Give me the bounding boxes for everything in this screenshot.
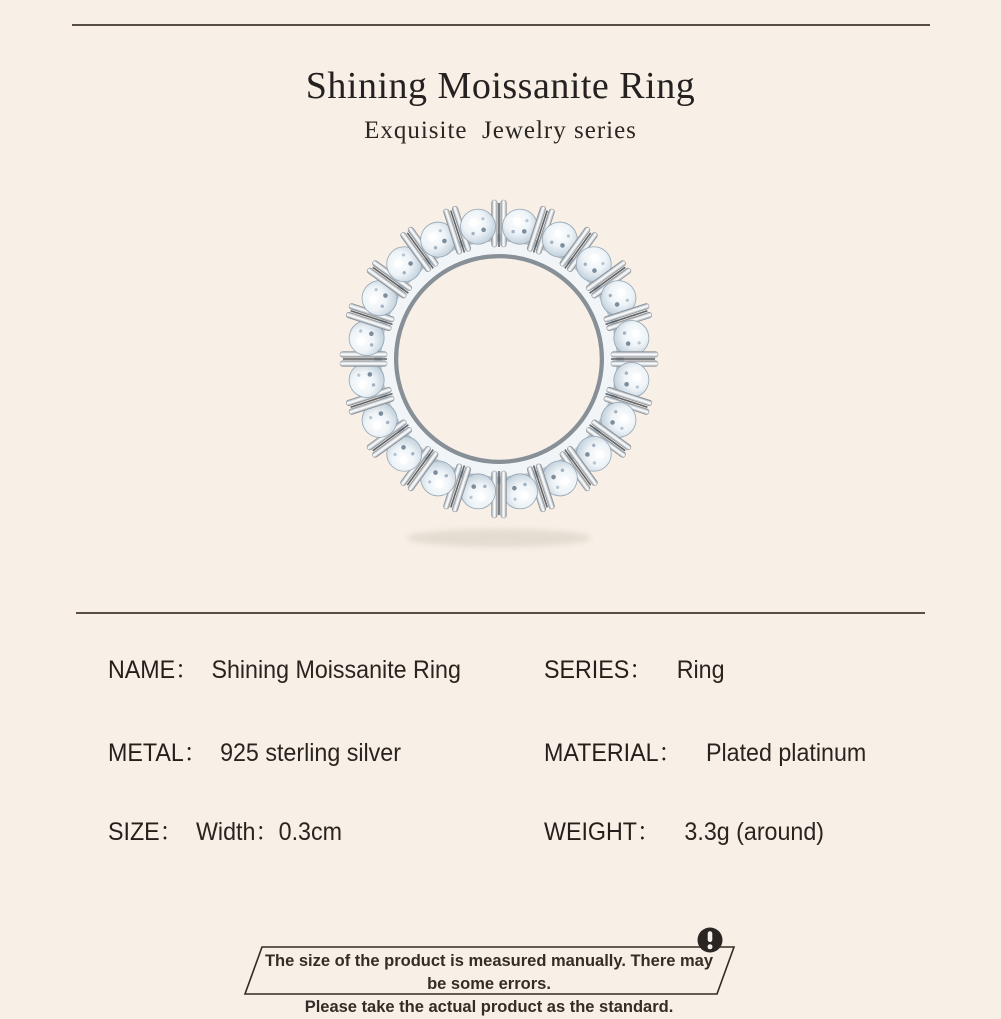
page-title: Shining Moissanite Ring (305, 65, 696, 107)
spec-label-series: SERIES： (544, 656, 653, 684)
product-photo (329, 189, 669, 559)
spec-cell-material (544, 733, 866, 769)
spec-divider-line (76, 612, 925, 614)
spec-cell-size (108, 812, 342, 848)
top-divider-line (72, 24, 930, 26)
spec-label-weight: WEIGHT： (544, 818, 661, 846)
spec-row-name-series (0, 650, 1001, 684)
ring-band (340, 200, 658, 518)
page-subtitle: Exquisite Jewelry series (364, 117, 637, 144)
spec-row-metal-material (0, 733, 1001, 767)
disclaimer-line-2: Please take the actual product as the standard. (304, 998, 674, 1016)
spec-value-metal: 925 sterling silver (220, 739, 401, 767)
spec-label-name: NAME： (108, 656, 199, 684)
moissanite-ring-photo (329, 189, 669, 559)
spec-cell-weight (544, 812, 824, 848)
disclaimer-text (254, 950, 724, 1019)
spec-value-series: Ring (676, 656, 725, 684)
spec-label-size: SIZE： (108, 818, 183, 846)
spec-label-material: MATERIAL： (544, 739, 682, 767)
spec-value-material: Plated platinum (705, 739, 867, 767)
spec-row-size-weight (0, 812, 1001, 846)
spec-cell-name (108, 650, 461, 686)
spec-value-size: Width：0.3cm (195, 818, 342, 846)
exclamation-icon (698, 928, 723, 953)
ring-shadow (407, 529, 591, 547)
spec-value-weight: 3.3g (around) (684, 818, 825, 846)
disclaimer-line-1: The size of the product is measured manually. There may be some errors. (264, 952, 714, 993)
spec-cell-series (544, 650, 725, 686)
spec-cell-metal (108, 733, 401, 769)
spec-label-metal: METAL： (108, 739, 208, 767)
spec-value-name: Shining Moissanite Ring (211, 656, 461, 684)
